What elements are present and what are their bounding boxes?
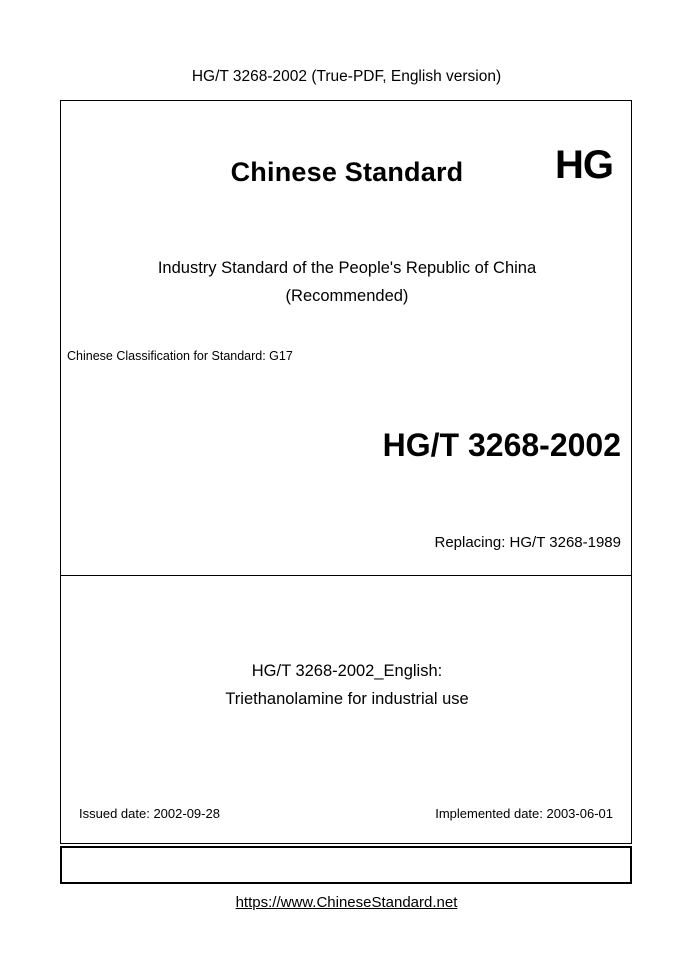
standard-number: HG/T 3268-2002	[382, 427, 621, 463]
replacing-standard: Replacing: HG/T 3268-1989	[434, 534, 621, 551]
page-title: HG/T 3268-2002 (True-PDF, English version)	[191, 68, 502, 85]
hg-logo: HG	[555, 143, 613, 187]
website-link[interactable]: https://www.ChineseStandard.net	[235, 894, 458, 911]
standard-heading: Chinese Standard	[230, 157, 464, 187]
issuer-line-2: (Recommended)	[285, 287, 409, 305]
cover-bottom-bar	[60, 846, 632, 884]
document-title-line-1: HG/T 3268-2002_English:	[251, 662, 443, 680]
issued-date: Issued date: 2002-09-28	[79, 806, 220, 821]
cover-lower-frame	[60, 576, 632, 844]
classification-code: Chinese Classification for Standard: G17	[67, 349, 293, 363]
issuer-line-1: Industry Standard of the People's Republic of China	[157, 259, 537, 277]
implemented-date: Implemented date: 2003-06-01	[435, 806, 613, 821]
cover-upper-frame	[60, 100, 632, 576]
document-title-line-2: Triethanolamine for industrial use	[225, 690, 469, 708]
